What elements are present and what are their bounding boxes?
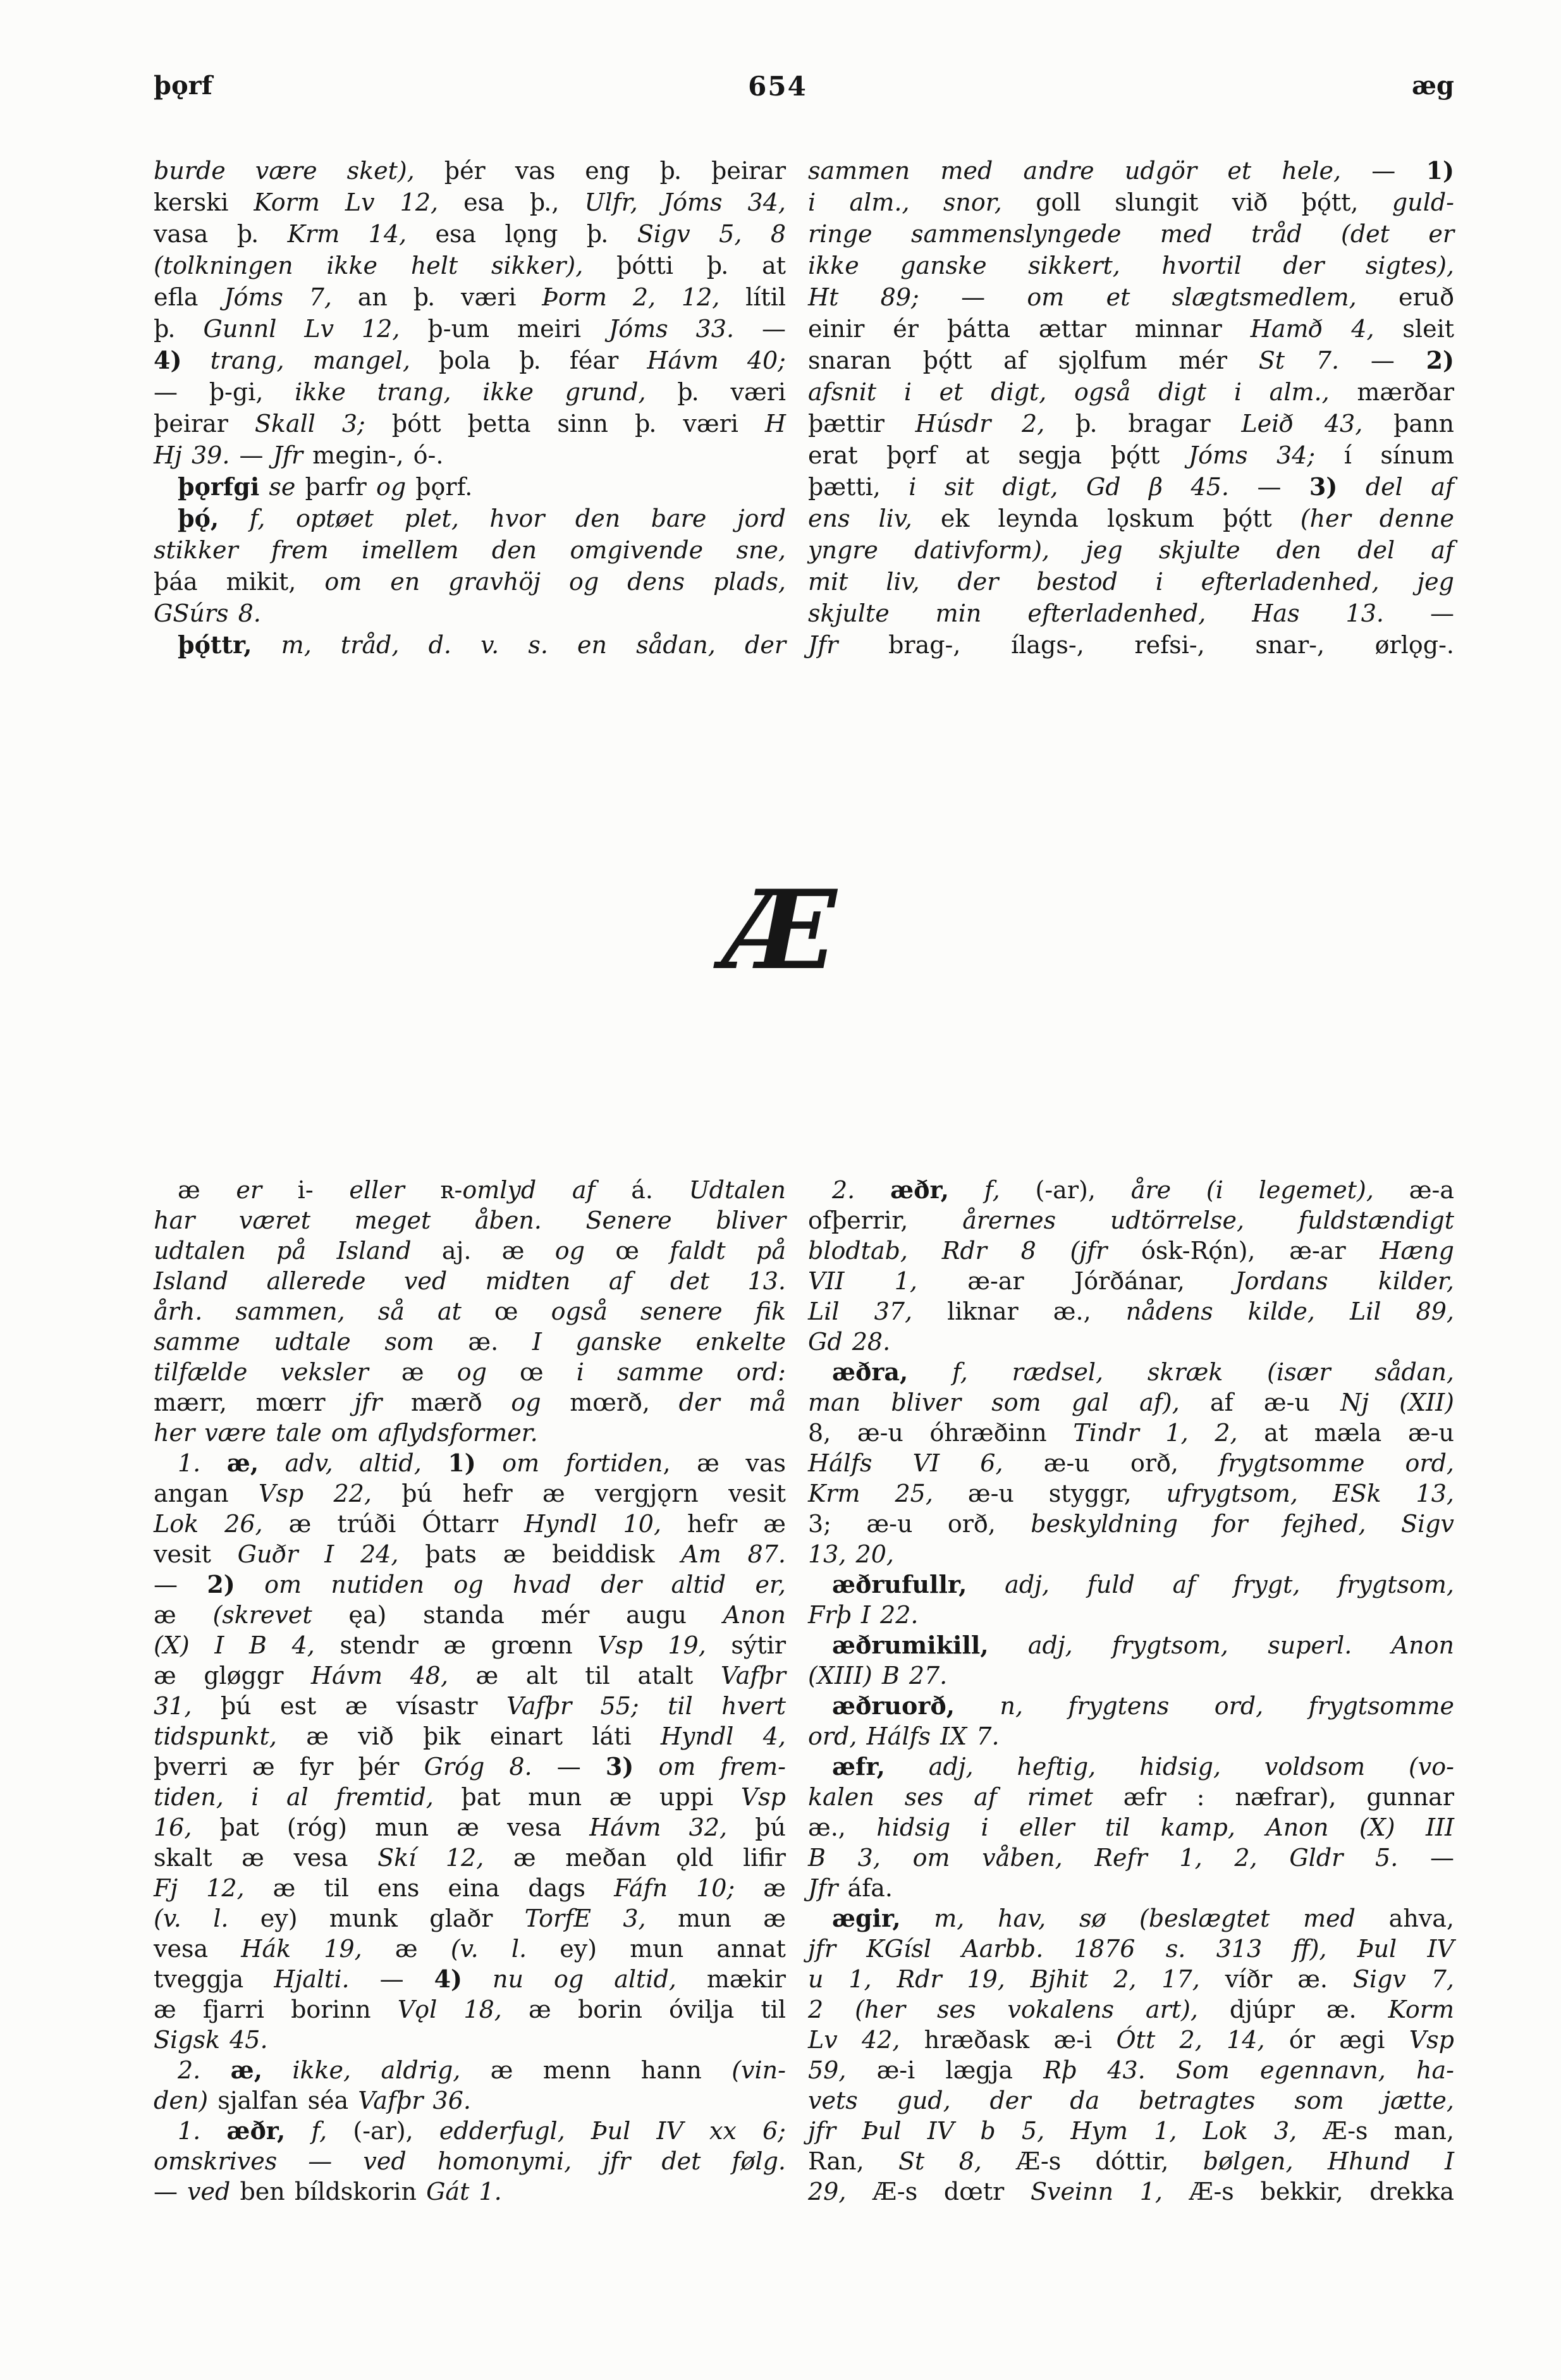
text-line: (v. l. ey) munk glaðr TorfE 3, mun æ (154, 1905, 786, 1932)
text-line: efla Jóms 7, an þ. væri Þorm 2, 12, lítil (154, 283, 787, 311)
text-line: blodtab, Rdr 8 (jfr ósk-Rǫ́n), æ-ar Hæng (808, 1237, 1454, 1265)
text-line: Jfr brag-, ílags-, refsi-, snar-, ørlǫg-. (808, 631, 1454, 659)
text-line: 8, æ-u óhræðinn Tindr 1, 2, at mæla æ-u (808, 1419, 1454, 1447)
text-line: æ gløggr Hávm 48, æ alt til atalt Vafþr (154, 1662, 786, 1690)
text-line: þ. Gunnl Lv 12, þ-um meiri Jóms 33. — (154, 315, 786, 343)
text-line: Sigsk 45. (154, 2026, 268, 2054)
text-line: vasa þ. Krm 14, esa lǫng þ. Sigv 5, 8 (154, 220, 786, 248)
top-left-column (154, 155, 786, 661)
text-line: Hálfs VI 6, æ-u orð, frygtsomme ord, (808, 1449, 1454, 1477)
text-line: Ran, St 8, Æ-s dóttir, bølgen, Hhund I (808, 2147, 1455, 2175)
running-head (0, 71, 1561, 109)
text-line: jfr KGísl Aarbb. 1876 s. 313 ff), Þul IV (808, 1935, 1454, 1963)
text-line: æfr, adj, heftig, hidsig, voldsom (vo- (832, 1752, 1454, 1781)
text-line: skalt æ vesa Skí 12, æ meðan ǫld lifir (154, 1844, 786, 1872)
text-line: æðruorð, n, frygtens ord, frygtsomme (832, 1691, 1454, 1720)
text-line: ofþerrir, årernes udtörrelse, fuldstændigt (808, 1206, 1455, 1234)
text-line: 31, þú est æ vísastr Vafþr 55; til hvert (154, 1692, 786, 1720)
text-line: tidspunkt, æ við þik einart láti Hyndl 4, (154, 1722, 786, 1750)
text-line: har været meget åben. Senere bliver (154, 1206, 786, 1234)
text-line: Fj 12, æ til ens eina dags Fáfn 10; æ (154, 1874, 787, 1902)
text-line: burde være sket), þér vas eng þ. þeirar (154, 157, 787, 185)
text-line: Island allerede ved midten af det 13. (154, 1267, 786, 1295)
text-line: æðrufullr, adj, fuld af frygt, frygtsom, (832, 1570, 1454, 1598)
text-line: samme udtale som æ. I ganske enkelte (154, 1328, 786, 1356)
text-line: æ., hidsig i eller til kamp, Anon (X) III (808, 1813, 1454, 1841)
text-line: þǫrfgi se þarfr og þǫrf. (178, 472, 473, 501)
text-line: man bliver som gal af), af æ-u Nj (XII) (808, 1389, 1454, 1416)
text-line: sammen med andre udgör et hele, — 1) (808, 156, 1454, 185)
text-line: 2 (her ses vokalens art), djúpr æ. Korm (808, 1996, 1455, 2023)
text-line: 29, Æ-s dœtr Sveinn 1, Æ-s bekkir, drekka (808, 2178, 1454, 2205)
text-line: ringe sammenslyngede med tråd (det er (808, 220, 1454, 248)
text-line: årh. sammen, så at œ også senere fik (154, 1297, 786, 1325)
text-line: afsnit i et digt, også digt i alm., mærðar (808, 378, 1454, 406)
text-line: þǫ́, f, optøet plet, hvor den bare jord (178, 504, 786, 532)
text-line: æðra, f, rædsel, skræk (især sådan, (832, 1358, 1454, 1386)
text-line: ens liv, ek leynda lǫskum þǫ́tt (her denne (808, 505, 1454, 532)
text-line: Frþ I 22. (808, 1601, 919, 1629)
text-line: yngre dativform), jeg skjulte den del af (808, 536, 1454, 564)
text-line: skjulte min efterladenhed, Has 13. — (808, 599, 1454, 627)
text-line: 1. æðr, f, (-ar), edderfugl, Þul IV xx 6; (178, 2116, 786, 2145)
text-line: ord, Hálfs IX 7. (808, 1722, 1000, 1750)
text-line: æ er i- eller ʀ-omlyd af á. Udtalen (154, 1176, 787, 1204)
text-line: einir ér þátta ættar minnar Hamð 4, sleit (808, 315, 1454, 343)
text-line: Jfr áfa. (808, 1874, 893, 1902)
text-line: þǫ́ttr, m, tråd, d. v. s. en sådan, der (178, 630, 786, 659)
text-line: kerski Korm Lv 12, esa þ., Ulfr, Jóms 34, (154, 188, 786, 216)
text-line: Lv 42, hræðask æ-i Ótt 2, 14, ór ægi Vsp (808, 2026, 1455, 2054)
top-right-column (808, 155, 1454, 661)
header-right-catchword: æg (1412, 71, 1454, 101)
text-line: þverri æ fyr þér Gróg 8. — 3) om frem- (154, 1752, 786, 1781)
text-line: — ved ben bíldskorin Gát 1. (154, 2178, 502, 2205)
text-line: mit liv, der bestod i efterladenhed, jeg (808, 568, 1454, 596)
text-line: Krm 25, æ-u styggr, ufrygtsom, ESk 13, (808, 1480, 1454, 1507)
text-line: udtalen på Island aj. æ og œ faldt på (154, 1237, 786, 1265)
text-line: Hj 39. — Jfr megin-, ó-. (154, 441, 444, 469)
text-line: þætti, i sit digt, Gd β 45. — 3) del af (808, 472, 1454, 501)
text-line: 1. æ, adv, altid, 1) om fortiden, æ vas (178, 1449, 786, 1477)
text-line: angan Vsp 22, þú hefr æ vergjǫrn vesit (154, 1480, 786, 1507)
text-line: 3; æ-u orð, beskyldning for fejhed, Sigv (808, 1510, 1454, 1538)
text-line: æ (skrevet ęa) standa mér augu Anon (154, 1601, 787, 1629)
text-line: den) sjalfan séa Vafþr 36. (154, 2087, 471, 2114)
text-line: vesit Guðr I 24, þats æ beiddisk Am 87. (154, 1540, 786, 1568)
text-line: 16, þat (róg) mun æ vesa Hávm 32, þú (154, 1813, 786, 1841)
text-line: u 1, Rdr 19, Bjhit 2, 17, víðr æ. Sigv 7, (808, 1965, 1454, 1993)
text-line: tiden, i al fremtid, þat mun æ uppi Vsp (154, 1783, 786, 1811)
text-line: — þ-gi, ikke trang, ikke grund, þ. væri (154, 378, 786, 406)
text-line: Ht 89; — om et slægtsmedlem, eruð (808, 283, 1454, 311)
bottom-right-column (808, 1175, 1454, 2207)
text-line: GSúrs 8. (154, 599, 261, 627)
text-line: (X) I B 4, stendr æ grœnn Vsp 19, sýtir (154, 1631, 786, 1659)
text-line: Lil 37, liknar æ., nådens kilde, Lil 89, (808, 1297, 1454, 1325)
text-line: þættir Húsdr 2, þ. bragar Leið 43, þann (808, 410, 1455, 438)
text-line: jfr Þul IV b 5, Hym 1, Lok 3, Æ-s man, (808, 2117, 1454, 2145)
text-line: B 3, om våben, Refr 1, 2, Gldr 5. — (808, 1844, 1454, 1872)
text-line: mærr, mœrr jfr mærð og mœrð, der må (154, 1389, 786, 1416)
text-line: þeirar Skall 3; þótt þetta sinn þ. væri H (154, 410, 786, 438)
text-line: æðrumikill, adj, frygtsom, superl. Anon (832, 1631, 1454, 1659)
text-line: kalen ses af rimet æfr : næfrar), gunnar (808, 1783, 1455, 1811)
text-line: ægir, m, hav, sø (beslægtet med ahva, (832, 1904, 1454, 1932)
text-line: (tolkningen ikke helt sikker), þótti þ. at (154, 252, 787, 279)
section-heading-ae: Æ (724, 866, 837, 994)
text-line: tveggja Hjalti. — 4) nu og altid, mækir (154, 1965, 786, 1993)
text-line: Lok 26, æ trúði Óttarr Hyndl 10, hefr æ (154, 1510, 786, 1538)
text-line: snaran þǫ́tt af sjǫlfum mér St 7. — 2) (808, 346, 1454, 374)
text-line: ikke ganske sikkert, hvortil der sigtes), (808, 252, 1454, 279)
text-line: 2. æ, ikke, aldrig, æ menn hann (vin- (178, 2056, 786, 2084)
text-line: vesa Hák 19, æ (v. l. ey) mun annat (154, 1935, 786, 1963)
text-line: erat þǫrf at segja þǫ́tt Jóms 34; í sínum (808, 441, 1454, 469)
text-line: — 2) om nutiden og hvad der altid er, (154, 1570, 786, 1598)
text-line: 59, æ-i lægja Rþ 43. Som egennavn, ha- (808, 2056, 1454, 2084)
text-line: þáa mikit, om en gravhöj og dens plads, (154, 568, 787, 596)
page-number: 654 (748, 71, 807, 102)
text-line: Gd 28. (808, 1328, 891, 1356)
text-line: her være tale om aflydsformer. (154, 1419, 538, 1447)
text-line: VII 1, æ-ar Jórðánar, Jordans kilder, (808, 1267, 1454, 1295)
text-line: æ fjarri borinn Vǫl 18, æ borin óvilja til (154, 1996, 786, 2023)
text-line: omskrives — ved homonymi, jfr det følg. (154, 2147, 786, 2175)
text-line: 4) trang, mangel, þola þ. féar Hávm 40; (154, 346, 786, 374)
text-line: tilfælde veksler æ og œ i samme ord: (154, 1358, 786, 1386)
text-line: i alm., snor, goll slungit við þǫ́tt, guld- (808, 188, 1455, 216)
text-line: 2. æðr, f, (-ar), åre (i legemet), æ-a (832, 1175, 1454, 1204)
text-line: vets gud, der da betragtes som jætte, (808, 2087, 1454, 2114)
text-line: (XIII) B 27. (808, 1662, 948, 1690)
header-left-catchword: þǫrf (154, 71, 212, 101)
text-line: 13, 20, (808, 1540, 894, 1568)
text-line: stikker frem imellem den omgivende sne, (154, 536, 786, 564)
bottom-left-column (154, 1175, 786, 2207)
